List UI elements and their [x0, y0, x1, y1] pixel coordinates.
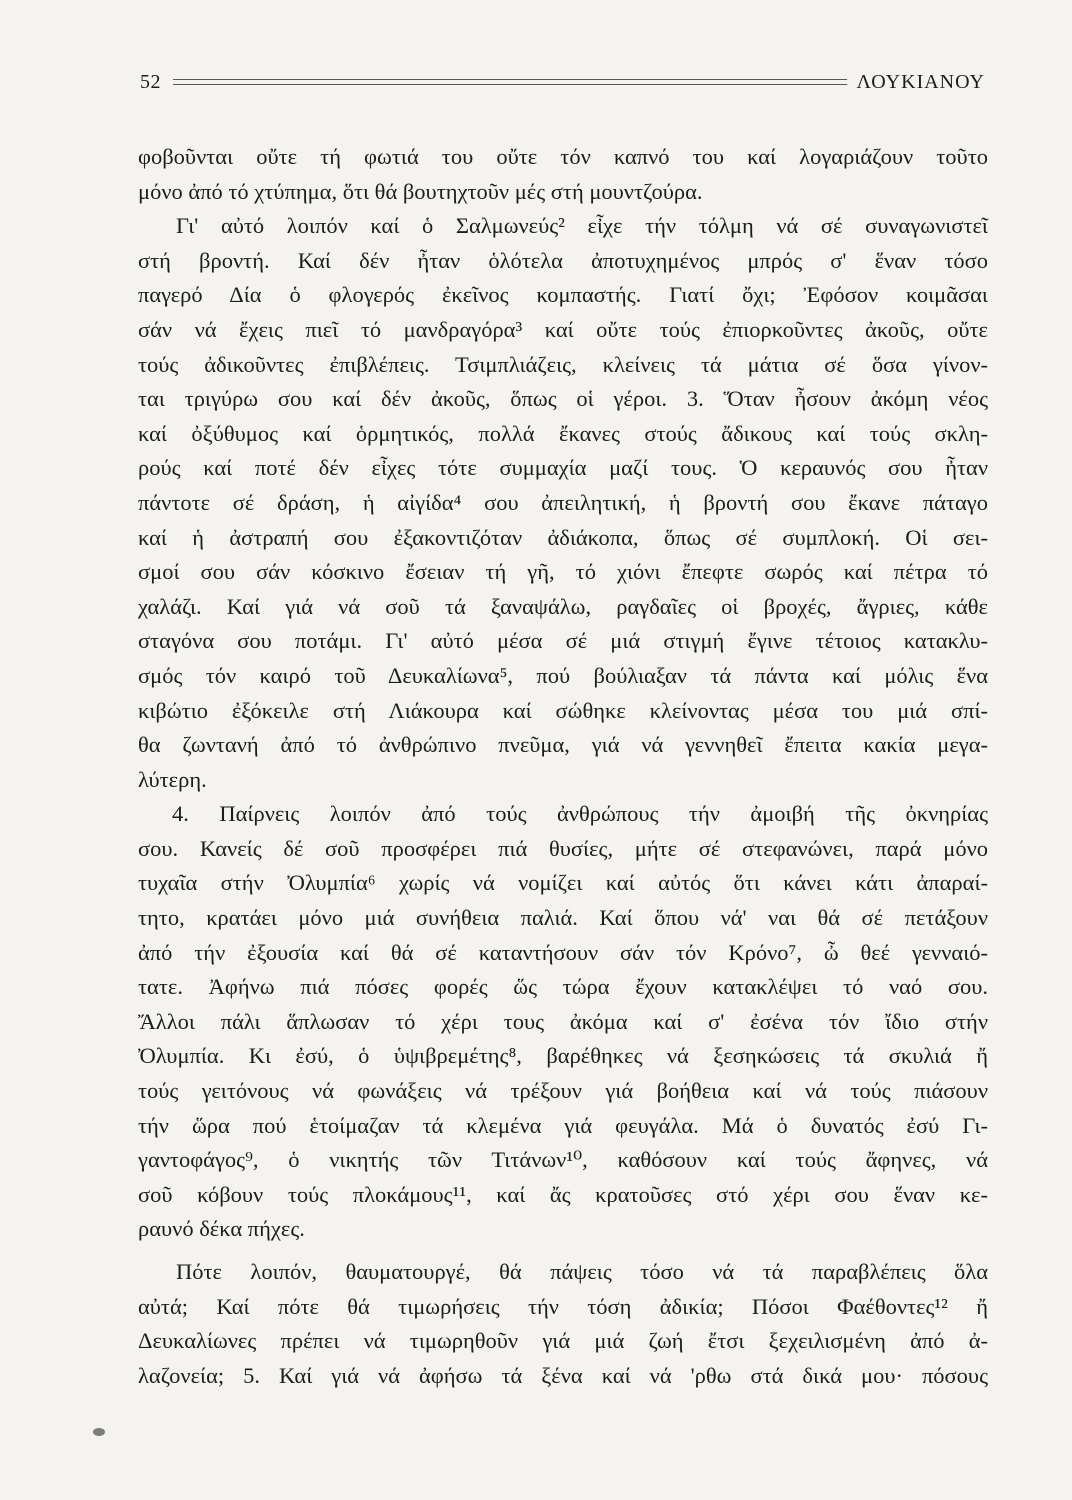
- ink-smudge: [93, 1428, 105, 1436]
- text-line: Δευκαλίωνες πρέπει νά τιμωρηθοῦν γιά μιά ζωή ἔτσι ξεχειλισμένη ἀπό ἀ-: [138, 1328, 988, 1354]
- paragraph-2: [138, 209, 988, 797]
- text-line: αὐτά; Καί πότε θά τιμωρήσεις τήν τόση ἀδικία; Πόσοι Φαέθοντες¹² ἤ: [138, 1293, 988, 1319]
- text-line: καί ἡ ἀστραπή σου ἐξακοντιζόταν ἀδιάκοπα, ὅπως σέ συμπλοκή. Οἱ σει-: [138, 524, 988, 550]
- text-line: σου. Κανείς δέ σοῦ προσφέρει πιά θυσίες, μήτε σέ στεφανώνει, παρά μόνο: [138, 835, 988, 861]
- text-line: 4. Παίρνεις λοιπόν ἀπό τούς ἀνθρώπους τήν ἀμοιβή τῆς ὀκνηρίας: [172, 801, 988, 827]
- text-line: τητο, κρατάει μόνο μιά συνήθεια παλιά. Καί ὅπου νά' ναι θά σέ πετάξουν: [138, 905, 988, 931]
- page-number: 52: [140, 70, 161, 93]
- text-line: μόνο ἀπό τό χτύπημα, ὅτι θά βουτηχτοῦν μές στή μουντζούρα.: [138, 178, 703, 204]
- text-line: Πότε λοιπόν, θαυματουργέ, θά πάψεις τόσο νά τά παραβλέπεις ὅλα: [176, 1259, 988, 1284]
- text-line: τούς ἀδικοῦντες ἐπιβλέπεις. Τσιμπλιάζεις, κλείνεις τά μάτια σέ ὅσα γίνον-: [138, 351, 988, 377]
- text-line: γαντοφάγος⁹, ὁ νικητής τῶν Τιτάνων¹⁰, καθόσουν καί τούς ἄφηνες, νά: [138, 1147, 988, 1173]
- text-line: τούς γειτόνους νά φωνάξεις νά τρέξουν γιά βοήθεια καί νά τούς πιάσουν: [138, 1078, 988, 1104]
- text-line: πάντοτε σέ δράση, ἡ αἰγίδα⁴ σου ἀπειλητική, ἡ βροντή σου ἔκανε πάταγο: [138, 489, 988, 515]
- paragraph-1: [138, 140, 988, 209]
- running-title: ΛΟΥΚΙΑΝΟΥ: [856, 70, 985, 93]
- text-line: Γι' αὐτό λοιπόν καί ὁ Σαλμωνεύς² εἶχε τήν τόλμη νά σέ συναγωνιστεῖ: [176, 213, 988, 239]
- text-line: στή βροντή. Καί δέν ἦταν ὁλότελα ἀποτυχημένος μπρός σ' ἕναν τόσο: [138, 247, 988, 273]
- text-line: καί ὀξύθυμος καί ὁρμητικός, πολλά ἔκανες στούς ἄδικους καί τούς σκλη-: [138, 420, 988, 446]
- text-line: ρούς καί ποτέ δέν εἶχες τότε συμμαχία μαζί τους. Ὁ κεραυνός σου ἦταν: [138, 455, 988, 481]
- text-line: κιβώτιο ἐξόκειλε στή Λιάκουρα καί σώθηκε κλείνοντας μέσα του μιά σπί-: [138, 697, 988, 723]
- text-line: σοῦ κόβουν τούς πλοκάμους¹¹, καί ἄς κρατοῦσες στό χέρι σου ἕναν κε-: [138, 1181, 988, 1207]
- running-head: [140, 66, 985, 98]
- text-line: χαλάζι. Καί γιά νά σοῦ τά ξαναψάλω, ραγδαῖες οἱ βροχές, ἄγριες, κάθε: [138, 593, 988, 619]
- text-line: φοβοῦνται οὔτε τή φωτιά του οὔτε τόν καπνό του καί λογαριάζουν τοῦτο: [138, 144, 988, 169]
- text-line: ἀπό τήν ἐξουσία καί θά σέ καταντήσουν σάν τόν Κρόνο⁷, ὦ θεέ γενναιό-: [138, 939, 988, 965]
- text-line: ται τριγύρω σου καί δέν ἀκοῦς, ὅπως οἱ γέροι. 3. Ὅταν ἦσουν ἀκόμη νέος: [138, 386, 988, 412]
- text-line: θα ζωντανή ἀπό τό ἀνθρώπινο πνεῦμα, γιά νά γεννηθεῖ ἔπειτα κακία μεγα-: [138, 732, 988, 758]
- text-line: λύτερη.: [138, 766, 207, 792]
- text-line: τατε. Ἀφήνω πιά πόσες φορές ὥς τώρα ἔχουν κατακλέψει τό ναό σου.: [138, 974, 988, 1000]
- paragraph-4: [138, 1255, 988, 1393]
- header-rule: [173, 79, 847, 85]
- text-line: Ὀλυμπία. Κι ἐσύ, ὁ ὑψιβρεμέτης⁸, βαρέθηκες νά ξεσηκώσεις τά σκυλιά ἤ: [138, 1043, 988, 1069]
- text-line: σμός τόν καιρό τοῦ Δευκαλίωνα⁵, πού βούλιαξαν τά πάντα καί μόλις ἕνα: [138, 662, 988, 688]
- text-body: [138, 140, 988, 1393]
- text-line: τυχαῖα στήν Ὀλυμπία⁶ χωρίς νά νομίζει καί αὐτός ὅτι κάνει κάτι ἀπαραί-: [138, 870, 988, 896]
- paragraph-3: [138, 797, 988, 1247]
- text-line: τήν ὥρα πού ἑτοίμαζαν τά κλεμένα γιά φευγάλα. Μά ὁ δυνατός ἐσύ Γι-: [138, 1112, 988, 1138]
- text-line: σάν νά ἔχεις πιεῖ τό μανδραγόρα³ καί οὔτε τούς ἐπιορκοῦντες ἀκοῦς, οὔτε: [138, 316, 988, 342]
- text-line: ραυνό δέκα πήχες.: [138, 1216, 305, 1242]
- text-line: παγερό Δία ὁ φλογερός ἐκεῖνος κομπαστής. Γιατί ὄχι; Ἐφόσον κοιμᾶσαι: [138, 282, 988, 308]
- text-line: λαζονεία; 5. Καί γιά νά ἀφήσω τά ξένα καί νά 'ρθω στά δικά μου· πόσους: [138, 1362, 988, 1388]
- text-line: Ἄλλοι πάλι ἅπλωσαν τό χέρι τους ἀκόμα καί σ' ἐσένα τόν ἴδιο στήν: [138, 1008, 988, 1034]
- text-line: σταγόνα σου ποτάμι. Γι' αὐτό μέσα σέ μιά στιγμή ἔγινε τέτοιος κατακλυ-: [138, 628, 988, 654]
- text-line: σμοί σου σάν κόσκινο ἔσειαν τή γῆ, τό χιόνι ἔπεφτε σωρός καί πέτρα τό: [138, 559, 988, 585]
